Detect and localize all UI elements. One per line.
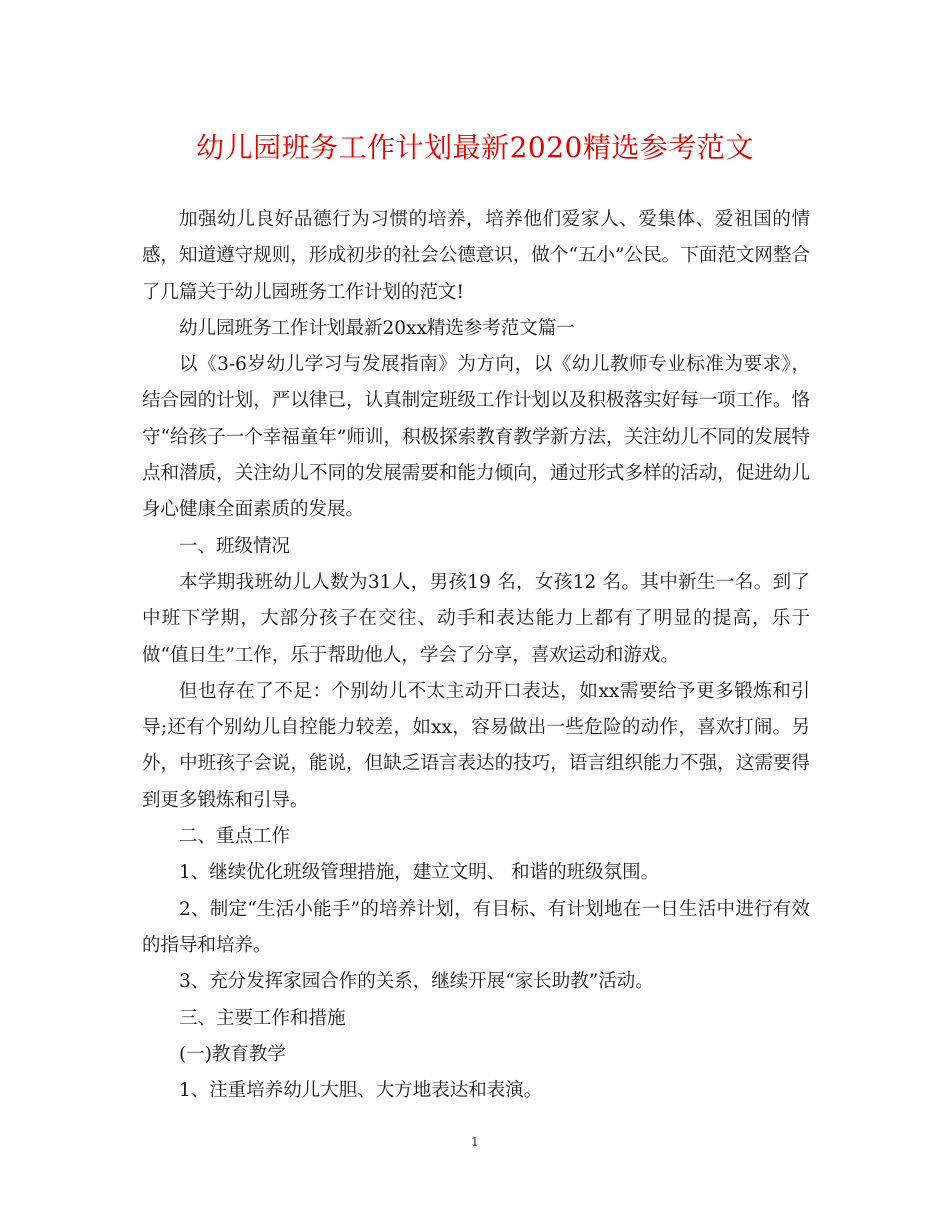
- document-title: 幼儿园班务工作计划最新2020精选参考范文: [196, 131, 754, 164]
- list-item-key-work-3: 3、充分发挥家园合作的关系，继续开展“家长助教”活动。: [179, 971, 654, 993]
- paragraph-guideline: 以《3-6岁幼儿学习与发展指南》为方向，以《幼儿教师专业标准为要求》，结合园的计划，严以律已，认真制定班级工作计划以及积极落实好每一项工作。恪守“给孩子一个幸福童年”师训，积极探索教育教学新方法，关注幼儿不同的发展特点和潜质，关注幼儿不同的发展需要和能力倾向，通过形式多样的活动，促进幼儿身心健康全面素质的发展。: [142, 354, 810, 521]
- list-item-education-1: 1、注重培养幼儿大胆、大方地表达和表演。: [179, 1080, 543, 1102]
- heading-class-situation: 一、班级情况: [179, 535, 291, 557]
- heading-key-work: 二、重点工作: [179, 826, 291, 848]
- list-item-key-work-1: 1、继续优化班级管理措施，建立文明、 和谐的班级氛围。: [179, 862, 660, 884]
- heading-main-work: 三、主要工作和措施: [179, 1007, 346, 1029]
- page-number: 1: [471, 1135, 479, 1149]
- paragraph-shortcomings: 但也存在了不足：个别幼儿不太主动开口表达，如xx需要给予更多锻炼和引导;还有个别幼儿自控能力较差，如xx，容易做出一些危险的动作，喜欢打闹。另外，中班孩子会说，能说，但缺乏语言表达的技巧，语言组织能力不强，这需要得到更多锻炼和引导。: [142, 680, 810, 811]
- paragraph-intro: 加强幼儿良好品德行为习惯的培养，培养他们爱家人、爱集体、爱祖国的情感，知道遵守规则，形成初步的社会公德意识，做个“五小”公民。下面范文网整合了几篇关于幼儿园班务工作计划的范文!: [142, 209, 810, 303]
- subheading-education: (一)教育教学: [179, 1043, 286, 1065]
- paragraph-section-title: 幼儿园班务工作计划最新20xx精选参考范文篇一: [179, 317, 575, 339]
- paragraph-class-situation: 本学期我班幼儿人数为31人，男孩19 名，女孩12 名。其中新生一名。到了中班下学期，大部分孩子在交往、动手和表达能力上都有了明显的提高，乐于做“值日生”工作，乐于帮助他人，学会了分享，喜欢运动和游戏。: [142, 571, 810, 666]
- document-body: [142, 202, 810, 1109]
- list-item-key-work-2: 2、制定“生活小能手”的培养计划，有目标、有计划地在一日生活中进行有效的指导和培养。: [142, 898, 810, 956]
